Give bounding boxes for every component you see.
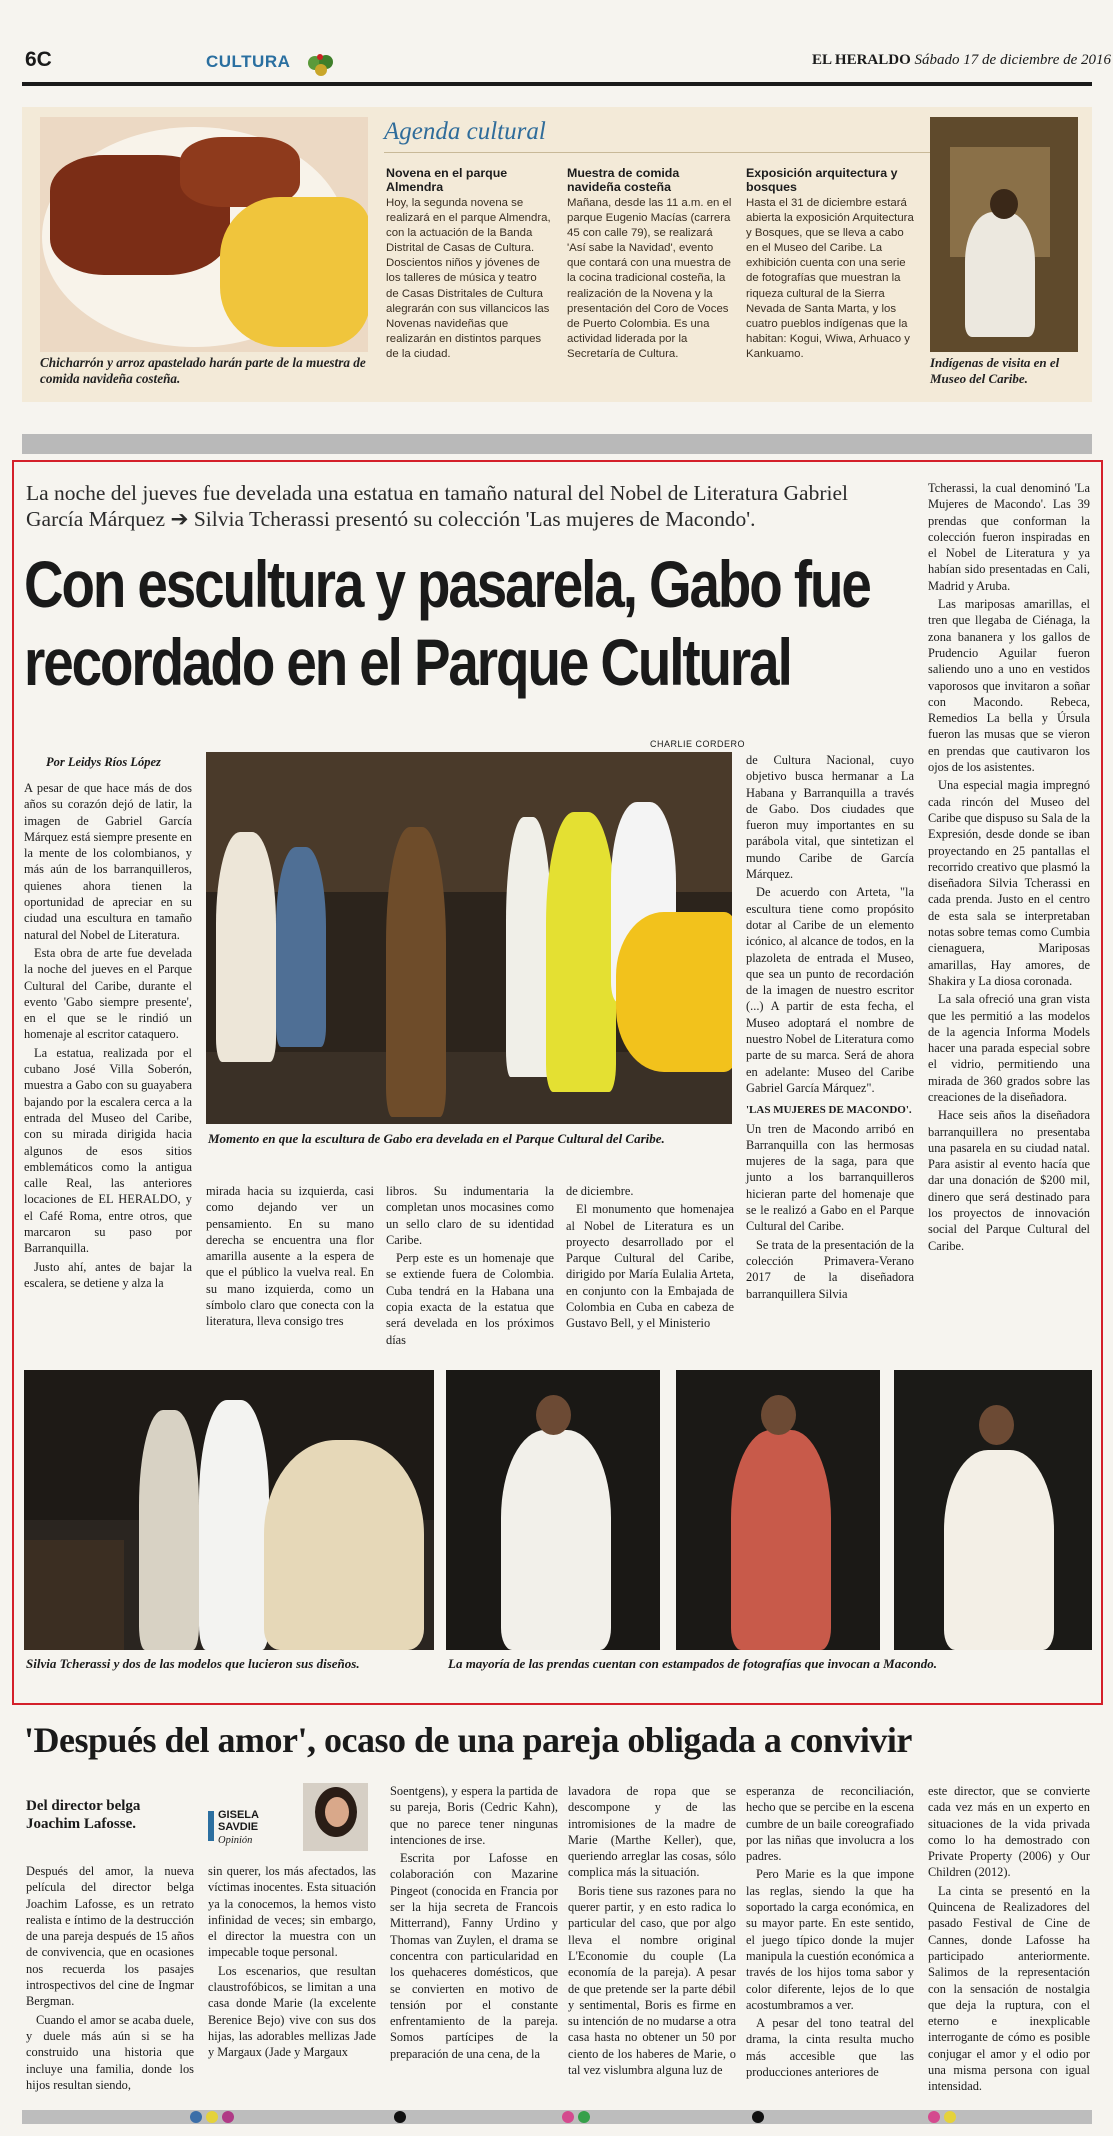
agenda-item-heading: Exposición arquitectura y bosques [746,166,898,194]
paragraph: Esta obra de arte fue develada la noche del jueves en el Parque Cultural del Caribe, durante el evento 'Gabo siempre presente', en el que se le rindió un homenaje al escritor cataquero. [24,945,192,1042]
review-col-2 [208,1863,376,2063]
columnist-avatar [303,1783,368,1851]
page-number: 6C [25,48,52,71]
paragraph: lavadora de ropa que se descompone y de las intromisiones de la madre de Marie (Marthe Keller), que, queriendo arreglar las cosas, sólo complica más la situación. [568,1784,736,1880]
paragraph: Soentgens), y espera la partida de su pareja, Boris (Cedric Kahn), que no parece tener ningunas intenciones de irse. [390,1784,558,1847]
paragraph: mirada hacia su izquierda, casi como dejando ver un pensamiento. En su mano derecha se encuentra una flor amarilla ausente a la espera de que el público la vuelva real. En su mano izquierda, como un símbolo claro que conecta con la literatura, lleva consigo tres [206,1184,374,1329]
article-col-6 [928,480,1090,1256]
paragraph: Pero Marie es la que impone las reglas, siendo la que ha soportado la carga económica, en su mayor parte. En este sentido, el juego típico donde la mujer manipula la cuestión económica a través de los hijos toma sabor y color diferente, lejos de lo que acostumbramos a ver. [746,1867,914,2012]
review-col-1 [26,1863,194,2095]
paragraph: Justo ahí, antes de bajar la escalera, se detiene y alza la [24,1259,192,1290]
article-col-4 [566,1183,734,1334]
paragraph: Hace seis años la diseñadora barranquillera no presentaba una pasarela en su ciudad natal. Para asistir al evento hacía que dar una donación de $200 mil, dinero que será destinado para los proyectos de innovación social del Parque Cultural del Caribe. [928,1108,1090,1253]
byline: Por Leidys Ríos López [46,755,161,769]
runway-photo-4 [894,1370,1092,1650]
review-col-5 [746,1783,914,2082]
paragraph: Las mariposas amarillas, el tren que llegaba de Ciénaga, la zona bananera y los gallos de Prudencio Aguilar fueron saliendo uno a uno en vestidos vaporosos que invitaron a soñar con Macondo. Rebeca, Remedios La bella y Úrsula fueron las musas que se vieron en prendas que cautivaron los ojos de los asistentes. [928,597,1090,775]
section-label: CULTURA [206,52,291,71]
review-col-4 [568,1783,736,2080]
agenda-item-2 [567,166,733,362]
agenda-item-1 [386,166,551,362]
agenda-item-3 [746,166,916,362]
paragraph: Se trata de la presentación de la colección Primavera-Verano 2017 de la diseñadora barranquillera Silvia [746,1237,914,1301]
paragraph: El monumento que homenajea al Nobel de Literatura es un proyecto desarrollado por el Parque Cultural del Caribe, dirigido por María Eulalia Arteta, en conjunto con la Embajada de Colombia en Cuba en cabeza de Gustavo Bell, y el Ministerio [566,1202,734,1331]
review-col-3 [390,1783,558,2064]
agenda-bottom-bar [22,434,1092,454]
food-photo [40,117,368,352]
runway-photo-1 [24,1370,434,1650]
agenda-title-rule [384,152,930,153]
paragraph: Perp este es un homenaje que se extiende fuera de Colombia. Cuba tendrá en la Habana una copia exacta de la estatua que será develada en los próximos días [386,1251,554,1347]
section-ornament-icon [306,50,336,78]
paragraph: Un tren de Macondo arribó en Barranquilla con las hermosas mujeres de la saga, para que junto a los barranquilleros hicieran parte del homenaje que se le realizó a Gabo en el Parque Cultural del Caribe. [746,1121,914,1234]
paragraph: Después del amor, la nueva película del director belga Joachim Lafosse, es un retrato realista e íntimo de la destrucción de una pareja después de 15 años de convivencia, que en ocasiones nos recuerda los pasajes introspectivos del cine de Ingmar Bergman. [26,1864,194,2009]
runway-caption-right: La mayoría de las prendas cuentan con estampados de fotografías que invocan a Macondo. [448,1656,937,1671]
paragraph: esperanza de reconciliación, hecho que se percibe en la escena cumbre de un baile coreografiado por las niñas que involucra a los padres. [746,1784,914,1864]
paragraph: Los escenarios, que resultan claustrofóbicos, se limitan a una casa donde Marie (la excelente Berenice Bejo) vive con sus dos hijas, las adorables mellizas Jade y Margaux (Jade y Margaux [208,1963,376,2060]
paragraph: Escrita por Lafosse en colaboración con Mazarine Pingeot (conocida en Francia por ser la hija secreta de Francois Mitterrand), Fanny Urdino y Thomas van Zuylen, el drama se concentra con particularidad en los quehaceres domésticos, que se convierten en motivo de tensión por el constante enfrentamiento de la pareja. Somos partícipes de la preparación de una cena, de la [390,1851,558,2061]
subhead: 'LAS MUJERES DE MACONDO'. [746,1104,912,1117]
paragraph: Boris tiene sus razones para no querer partir, y en esto radica lo particular del caso, que por algo lleva el nombre original L'Economie du couple (La economía de la pareja). A pesar de que pretende ser la parte débil y sentimental, Boris es firme en su intención de no mudarse a otra casa hasta no obtener un 50 por ciento de los haberes de Marie, o tal vez vislumbra alguna luz de [568,1883,736,2078]
paragraph: A pesar de que hace más de dos años su corazón dejó de latir, la imagen de Gabriel García Márquez está siempre presente en la mente de los colombianos, y más aún de los barranquilleros, quienes ahora tienen la oportunidad de apreciar en su ciudad una escultura en tamaño natural del Nobel de Literatura. [24,781,192,942]
article-col-2 [206,1183,374,1332]
paragraph: Una especial magia impregnó cada rincón del Museo del Caribe que dispuso su Sala de la Expresión, desde donde se iban proyectando en 25 pantallas el recorrido creativo que plasmó la diseñadora Silvia Tcherassi en cada prenda. Justo en el centro de esta sala se interpretaban notas sobre temas como Cumbia cienaguera, Mariposas amarillas, Hay amores, de Shakira y La diosa coronada. [928,778,1090,988]
paragraph: de diciembre. [566,1184,634,1198]
article-col-5 [746,752,914,1304]
agenda-item-text: Mañana, desde las 11 a.m. en el parque Eugenio Macías (carrera 45 con calle 79), se realizará 'Así sabe la Navidad', evento que contará con una muestra de la cocina tradicional costeña, la realización de la Novena y la presentación del Coro de Voces de Puerto Colombia. Es una actividad liderada por la Secretaría de Cultura. [567,197,732,360]
statue-caption: Momento en que la escultura de Gabo era develada en el Parque Cultural del Caribe. [208,1131,665,1146]
columnist-box [208,1783,378,1851]
paragraph: libros. Su indumentaria la completan unos mocasines como un sello claro de su identidad Caribe. [386,1184,554,1247]
agenda-item-text: Hoy, la segunda novena se realizará en el parque Almendra, con la actuación de la Banda Distrital de Casas de Cultura. Doscientos niños y jóvenes de los talleres de música y teatro de Casas Distritales de Cultura alegrarán con sus villancicos las Novenas navideñas que realizarán en distintos parques de la ciudad. [386,197,551,360]
review-deck: Del director belga Joachim Lafosse. [26,1798,141,1832]
statue-photo [206,752,732,1124]
paragraph: La cinta se presentó en la Quincena de Realizadores del pasado Festival de Cine de Cannes, donde Lafosse ha participado anteriormente. Salimos de la representación con la sensación de nostalgia que deja la ruptura, con el eterno e inexplicable interrogante de cómo es posible conjugar el amor y el odio por una misma persona con igual intensidad. [928,1883,1090,2094]
columnist-name: GISELA SAVDIE [218,1809,259,1833]
headline: Con escultura y pasarela, Gabo fue recordado en el Parque Cultural [24,547,870,699]
indigenous-caption: Indígenas de visita en el Museo del Caribe. [930,355,1060,386]
article-col-3 [386,1183,554,1350]
indigenous-photo [930,117,1078,352]
header-rule [22,82,1092,86]
page-footer-bar [22,2110,1092,2124]
review-headline: 'Después del amor', ocaso de una pareja obligada a convivir [24,1720,912,1760]
article-col-1 [24,780,192,1293]
kicker: La noche del jueves fue develada una estatua en tamaño natural del Nobel de Literatura Gabriel García Márquez ➔ Silvia Tcherassi presentó su colección 'Las mujeres de Macondo'. [26,481,848,531]
paragraph: La estatua, realizada por el cubano José Villa Soberón, muestra a Gabo con su guayabera bajando por la escalera cerca a la entrada del Museo del Caribe, con su mirada dirigida hacia algunos de esos sitios emblemáticos como la antigua calle Real, las anteriores locaciones de EL HERALDO, y el Café Roma, entre otros, que marcaron su paso por Barranquilla. [24,1045,192,1256]
columnist-role: Opinión [218,1835,253,1846]
review-col-6 [928,1783,1090,2097]
runway-photo-2 [446,1370,660,1650]
runway-caption-left: Silvia Tcherassi y dos de las modelos que lucieron sus diseños. [26,1656,360,1671]
food-caption: Chicharrón y arroz apastelado harán parte de la muestra de comida navideña costeña. [40,355,366,386]
paragraph: Cuando el amor se acaba duele, y duele más aún si se ha construido una historia que incluye una familia, donde los hijos resultan siendo, [26,2012,194,2092]
agenda-item-heading: Muestra de comida navideña costeña [567,166,680,194]
runway-photo-3 [676,1370,880,1650]
photo-credit: CHARLIE CORDERO [650,739,746,749]
paragraph: este director, que se convierte cada vez más en un experto en situaciones de la vida privada como lo ha demostrado con Private Property (2006) y Our Children (2012). [928,1784,1090,1880]
paragraph: De acuerdo con Arteta, "la escultura tiene como propósito dotar al Caribe de un elemento icónico, al alcance de todos, en la plazoleta de entrada el Museo, que sea un punto de recordación de la imagen de nuestro escritor (...) A partir de esta fecha, el Museo adoptará el nombre de nuestro Nobel de Literatura como parte de su marca. Será de ahora en adelante: Museo del Caribe Gabriel García Márquez". [746,885,914,1095]
paragraph: Tcherassi, la cual denominó 'La Mujeres de Macondo'. Las 39 prendas que conforman la colección fueron inspiradas en el Nobel de Literatura y ya habían sido presentadas en Cali, Madrid y Aruba. [928,481,1090,593]
agenda-item-text: Hasta el 31 de diciembre estará abierta la exposición Arquitectura y Bosques, que se lleva a cabo en el Museo del Caribe. La exhibición cuenta con una serie de fotografías que muestran la riqueza cultural de la Sierra Nevada de Santa Marta, y los cuatro pueblos indígenas que la habitan: Kogui, Wiwa, Arhuaco y Kankuamo. [746,197,914,360]
agenda-item-heading: Novena en el parque Almendra [386,166,508,194]
issue-date: Sábado 17 de diciembre de 2016 [914,52,1112,68]
agenda-title: Agenda cultural [384,118,546,145]
newspaper-name: EL HERALDO [812,52,911,68]
paragraph: sin querer, los más afectados, las víctimas inocentes. Esta situación ya la conocemos, la hemos visto infinidad de veces; sin embargo, el director la muestra con un impecable toque personal. [208,1864,376,1960]
paragraph: de Cultura Nacional, cuyo objetivo busca hermanar a La Habana y Barranquilla a través de Gabo. Dos ciudades que fueron muy importantes en su parábola vital, que sintetizan el mundo Caribe de García Márquez. [746,753,914,882]
paragraph: A pesar del tono teatral del drama, la cinta resulta mucho más accesible que las producciones anteriores de [746,2016,914,2080]
paragraph: La sala ofreció una gran vista que les permitió a las modelos de la agencia Informa Models hacer una parada especial sobre el vidrio, permitiendo una mirada de 360 grados sobre las creaciones de la diseñadora. [928,992,1090,1104]
